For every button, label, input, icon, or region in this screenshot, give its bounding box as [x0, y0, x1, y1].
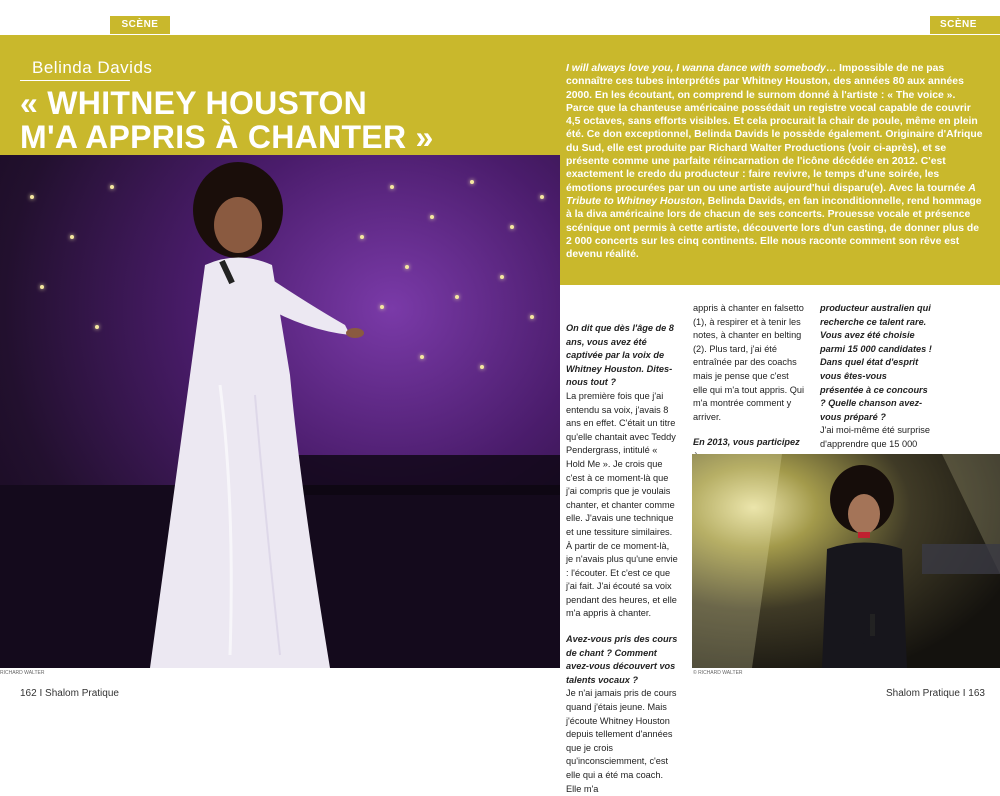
stage-photo-main	[0, 155, 560, 668]
photo-credit-right: © RICHARD WALTER	[693, 670, 743, 676]
intro-song-titles: I will always love you, I wanna dance with somebody	[566, 63, 826, 74]
question-3-continued: producteur australien qui recherche ce talent rare. Vous avez été choisie parmi 15 000 candidates ! Dans quel état d'esprit vous êtes-vous présentée à ce concours ? Quelle chanson avez-vous préparé ?	[820, 303, 932, 422]
singer-performing-illustration	[692, 454, 1000, 668]
answer-2: Je n'ai jamais pris de cours quand j'étais jeune. Mais j'écoute Whitney Houston depuis tellement d'années que je crois qu'inconsciemment, c'est elle qui a été ma coach. Elle m'a	[566, 688, 677, 794]
answer-2-continued: appris à chanter en falsetto (1), à respirer et à tenir les notes, à chanter en belting (2). Plus tard, j'ai été entraînée par des coachs mais je pense que c'est elle qui m'a tout appris. Qui m'a montrée comment y arriver.	[693, 303, 805, 422]
stage-scene-illustration	[0, 155, 560, 668]
intro-paragraph	[566, 62, 986, 261]
section-tag-left: SCÈNE	[110, 16, 170, 34]
intro-tour-name: A Tribute to Whitney Houston	[566, 182, 976, 207]
photo-credit-left: RICHARD WALTER	[0, 670, 45, 676]
kicker-artist-name: Belinda Davids	[32, 58, 153, 77]
question-3: En 2013, vous participez	[693, 437, 800, 448]
intro-end: , Belinda Davids, en fan inconditionnelle, rend hommage à la diva américaine lors de chacun de ses concerts. Prouesse vocale et présence scénique ont permis à cette artiste, découverte lors d'un casting, de donner plus de 2 000 concerts sur les cinq continents. Elle nous raconte comment son rêve est devenu réalité.	[566, 195, 982, 261]
answer-1: La première fois que j'ai entendu sa voix, j'avais 8 ans en effet. C'était un titre qu'elle chantait avec Teddy Pendergrass, intitulé « Hold Me ». Je crois que c'est à ce moment-là que j'ai compris que je voulais chanter, et chanter comme elle. J'avais une technique et une tessiture similaires. À partir de ce moment-là, je n'avais plus qu'une envie : l'écouter. Et c'est ce que j'ai fait. J'ai écouté sa voix pendant des heures, et elle m'a appris à chanter.	[566, 390, 678, 619]
kicker-underline	[20, 80, 130, 81]
section-tag-right: SCÈNE	[930, 16, 1000, 34]
answer-3: J'ai moi-même été surprise d'apprendre que 15 000	[820, 425, 930, 449]
page-footer-right: Shalom Pratique I 163	[886, 688, 985, 699]
article-title	[20, 86, 560, 154]
text-column-1	[566, 322, 678, 796]
intro-body: … Impossible de ne pas connaître ces tubes interprétés par Whitney Houston, des années 80 aux années 2000. En les écoutant, on comprend le surnom donné à l'artiste : « The voice ». Parce que la chanteuse américaine possédait un registre vocal capable de couvrir 4,5 octaves, sans efforts visibles. Et cela procurait la chair de poule, même en plein été. Ce don exceptionnel, Belinda Davids le possède également. Originaire d'Afrique du Sud, elle est produite par Richard Walter Productions (voir ci-après), et se présente comme une parfaite réincarnation de l'icône décédée en 2012. C'est exactement le credo du producteur : faire revivre, le temps d'une soirée, les émotions procurées par un ou une artiste aujourd'hui disparu(e). Avec la tournée	[566, 63, 983, 194]
text-column-3	[820, 302, 932, 479]
page-footer-left: 162 I Shalom Pratique	[20, 688, 119, 699]
question-1: On dit que dès l'âge de 8 ans, vous avez été captivée par la voix de Whitney Houston. Dites-nous tout ?	[566, 323, 674, 388]
question-2: Avez-vous pris des cours de chant ? Comment avez-vous découvert vos talents vocaux ?	[566, 634, 678, 685]
stage-photo-secondary	[692, 454, 1000, 668]
title-line-2: M'A APPRIS À CHANTER »	[20, 119, 434, 155]
title-line-1: « WHITNEY HOUSTON	[20, 85, 368, 121]
